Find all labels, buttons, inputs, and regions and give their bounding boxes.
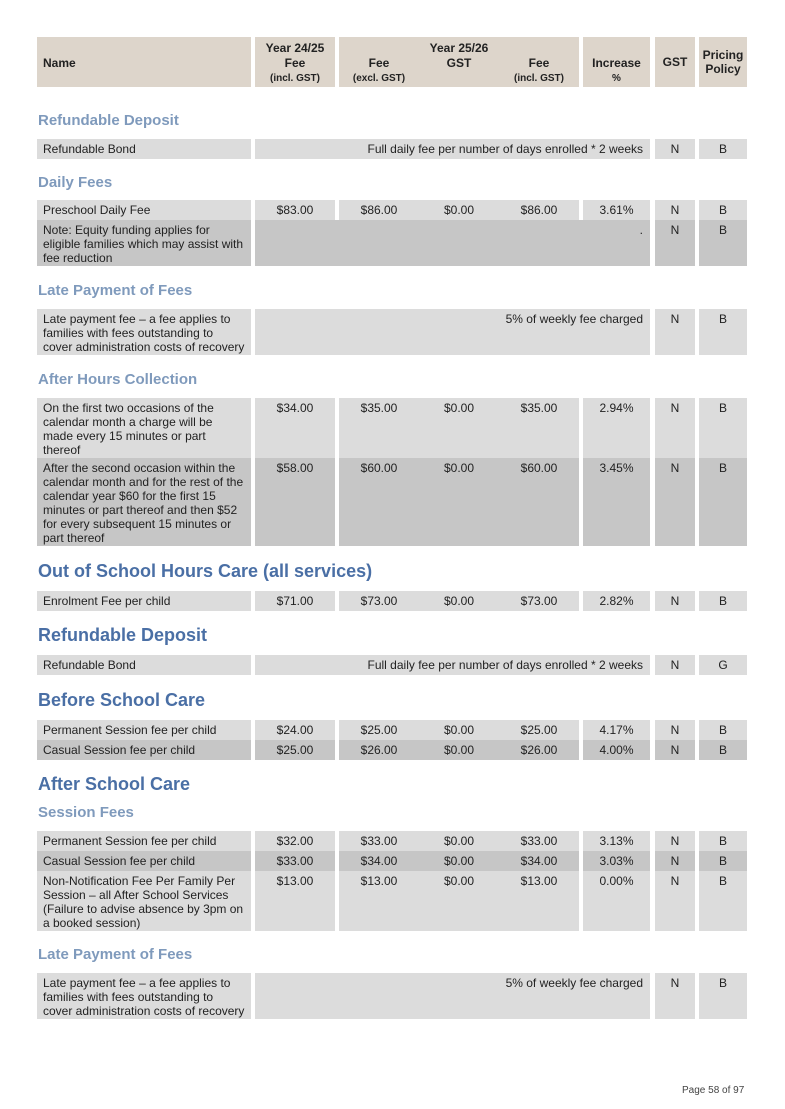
row-bsc-cas-gst-amt: $0.00 [443,743,475,757]
header-fee-in-sub: (incl. GST) [514,73,564,84]
header-fee-in [499,56,579,86]
row-enrol-gst: N [655,591,695,611]
row-equity-policy: B [699,220,747,266]
section-after-hours: After Hours Collection [38,371,198,388]
row-preschool-pct: 3.61% [583,200,650,220]
row-bsc-perm-inc: $25.00 [520,723,558,737]
section-daily-fees: Daily Fees [38,174,113,191]
header-y24-top: Year 24/25 [265,41,325,55]
row-preschool-ex: $86.00 [360,203,398,217]
row-ah2-gst-amt: $0.00 [443,461,475,475]
row-bsc-cas-inc: $26.00 [520,743,558,757]
row-nonnotif-y25 [339,871,579,931]
section-before-school: Before School Care [38,690,206,710]
row-ah1-policy: B [699,398,747,458]
header-gst-amt: GST [446,56,472,70]
row-asc-perm-gst-amt: $0.00 [443,834,475,848]
header-name-cell [37,37,251,87]
row-ah2-ex: $60.00 [360,461,398,475]
row-enrol-policy: B [699,591,747,611]
header-fee-in-label: Fee [528,56,550,70]
header-increase-sub: % [612,73,621,84]
row-ah1-name: On the first two occasions of the calendar month a charge will be made every 15 minutes or part thereof [37,398,251,458]
header-y25-cell [339,37,579,87]
row-asc-cas-policy: B [699,851,747,871]
row-late2-policy: B [699,973,747,1019]
row-asc-cas-gst-amt: $0.00 [443,854,475,868]
row-ah1-y24: $34.00 [255,398,335,458]
row-bsc-cas-y25 [339,740,579,760]
section-refundable-deposit: Refundable Deposit [38,112,179,129]
row-bsc-perm-pct: 4.17% [583,720,650,740]
row-asc-cas-y25 [339,851,579,871]
row-bond1-name: Refundable Bond [37,139,251,159]
row-enrol-pct: 2.82% [583,591,650,611]
row-bond2-span: Full daily fee per number of days enrolled * 2 weeks [255,655,650,675]
row-preschool-inc: $86.00 [520,203,558,217]
header-fee-ex-label: Fee [368,56,390,70]
row-equity-span: . [255,220,650,266]
row-ah1-pct: 2.94% [583,398,650,458]
row-bsc-perm-name: Permanent Session fee per child [37,720,251,740]
row-ah2-y24: $58.00 [255,458,335,546]
header-fee-ex-sub: (excl. GST) [352,73,406,84]
row-bsc-cas-y24: $25.00 [255,740,335,760]
row-nonnotif-ex: $13.00 [360,874,398,888]
row-preschool-y24: $83.00 [255,200,335,220]
row-bsc-cas-gst: N [655,740,695,760]
row-bsc-perm-y25 [339,720,579,740]
row-bond1-span: Full daily fee per number of days enrolled * 2 weeks [255,139,650,159]
header-increase: Increase [592,56,641,70]
section-session-fees: Session Fees [38,804,134,821]
row-ah1-gst: N [655,398,695,458]
row-bsc-cas-ex: $26.00 [360,743,398,757]
row-late2-span: 5% of weekly fee charged [255,973,650,1019]
row-bond2-gst: N [655,655,695,675]
header-gst-cell [655,37,695,87]
row-asc-perm-gst: N [655,831,695,851]
row-asc-cas-pct: 3.03% [583,851,650,871]
row-late2-name: Late payment fee – a fee applies to families with fees outstanding to cover administration costs of recovery [37,973,251,1019]
row-asc-perm-name: Permanent Session fee per child [37,831,251,851]
row-ah1-y25 [339,398,579,458]
row-bsc-cas-policy: B [699,740,747,760]
row-asc-cas-ex: $34.00 [360,854,398,868]
row-bsc-perm-y24: $24.00 [255,720,335,740]
row-nonnotif-name: Non-Notification Fee Per Family Per Session – all After School Services (Failure to advise absence by 3pm on a booked session) [37,871,251,931]
row-preschool-policy: B [699,200,747,220]
row-asc-perm-policy: B [699,831,747,851]
section-refundable-deposit-2: Refundable Deposit [38,625,208,645]
row-bond2-policy: G [699,655,747,675]
row-late1-policy: B [699,309,747,355]
header-gst: GST [662,55,688,69]
row-ah2-policy: B [699,458,747,546]
row-preschool-gst-amt: $0.00 [443,203,475,217]
row-asc-cas-y24: $33.00 [255,851,335,871]
page-number: Page 58 of 97 [682,1085,745,1096]
header-y25-top: Year 25/26 [429,41,489,55]
row-bsc-perm-gst: N [655,720,695,740]
row-enrol-y25 [339,591,579,611]
row-bsc-cas-name: Casual Session fee per child [37,740,251,760]
row-enrol-y24: $71.00 [255,591,335,611]
row-asc-cas-inc: $34.00 [520,854,558,868]
row-preschool-name: Preschool Daily Fee [37,200,251,220]
row-bsc-perm-ex: $25.00 [360,723,398,737]
row-nonnotif-gst-amt: $0.00 [443,874,475,888]
row-asc-perm-pct: 3.13% [583,831,650,851]
row-bond2-name: Refundable Bond [37,655,251,675]
row-enrol-name: Enrolment Fee per child [37,591,251,611]
row-ah2-inc: $60.00 [520,461,558,475]
row-bsc-perm-policy: B [699,720,747,740]
row-enrol-ex: $73.00 [360,594,398,608]
section-late-payment: Late Payment of Fees [38,282,193,299]
row-asc-perm-y24: $32.00 [255,831,335,851]
row-nonnotif-policy: B [699,871,747,931]
row-asc-perm-inc: $33.00 [520,834,558,848]
row-equity-gst: N [655,220,695,266]
row-late2-gst: N [655,973,695,1019]
row-bsc-perm-gst-amt: $0.00 [443,723,475,737]
row-asc-cas-name: Casual Session fee per child [37,851,251,871]
row-bond1-policy: B [699,139,747,159]
header-increase-cell [583,37,650,87]
row-nonnotif-gst: N [655,871,695,931]
row-ah2-gst: N [655,458,695,546]
row-asc-perm-ex: $33.00 [360,834,398,848]
header-y24-fee: Fee [284,56,306,70]
row-nonnotif-y24: $13.00 [255,871,335,931]
row-ah1-ex: $35.00 [360,401,398,415]
row-ah2-name: After the second occasion within the calendar month and for the rest of the calendar year $60 for the first 15 minutes or part thereof and then $52 for every subsequent 15 minutes or part thereof [37,458,251,546]
row-bond1-gst: N [655,139,695,159]
section-oshc: Out of School Hours Care (all services) [38,561,373,581]
header-y24-cell [255,37,335,87]
row-ah1-gst-amt: $0.00 [443,401,475,415]
header-pricing: Pricing [702,48,744,62]
row-equity-name: Note: Equity funding applies for eligible families which may assist with fee reduction [37,220,251,266]
row-asc-perm-y25 [339,831,579,851]
row-enrol-gst-amt: $0.00 [443,594,475,608]
row-late1-span: 5% of weekly fee charged [255,309,650,355]
row-preschool-gst: N [655,200,695,220]
row-ah2-pct: 3.45% [583,458,650,546]
row-ah2-y25 [339,458,579,546]
header-policy: Policy [705,62,741,76]
header-pricing-cell [699,37,747,87]
row-enrol-inc: $73.00 [520,594,558,608]
header-y24-sub: (incl. GST) [270,73,320,84]
section-after-school: After School Care [38,774,191,794]
header-fee-ex [339,56,419,86]
row-bsc-cas-pct: 4.00% [583,740,650,760]
section-late-payment-2: Late Payment of Fees [38,946,193,963]
row-nonnotif-pct: 0.00% [583,871,650,931]
row-late1-name: Late payment fee – a fee applies to families with fees outstanding to cover administration costs of recovery [37,309,251,355]
row-preschool-y25 [339,200,579,220]
row-ah1-inc: $35.00 [520,401,558,415]
row-asc-cas-gst: N [655,851,695,871]
row-late1-gst: N [655,309,695,355]
header-name: Name [43,56,76,70]
row-nonnotif-inc: $13.00 [520,874,558,888]
